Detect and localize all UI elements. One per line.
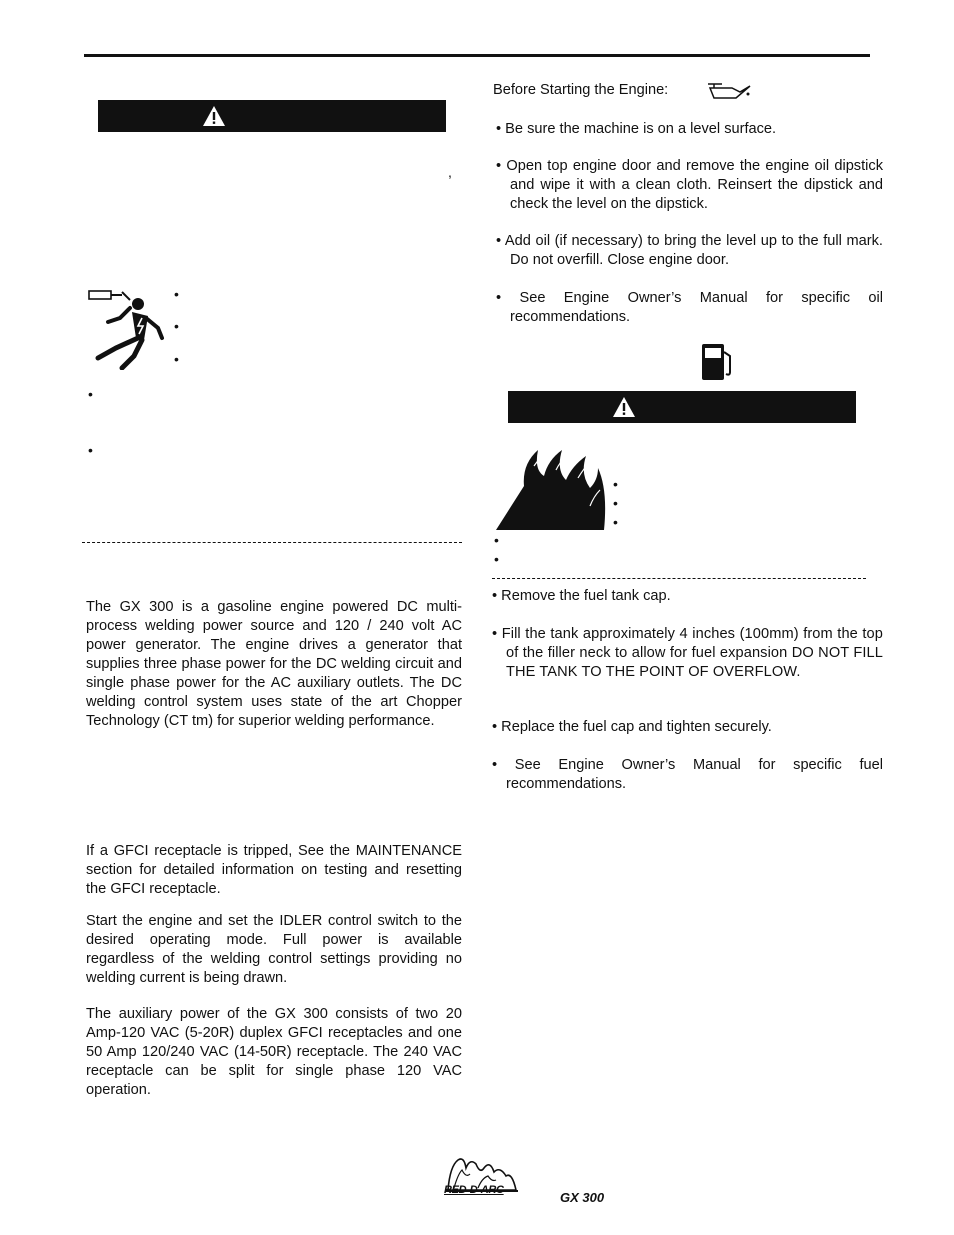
oil-item: • Be sure the machine is on a level surface.	[496, 121, 777, 137]
before-starting-heading: Before Starting the Engine:	[493, 82, 669, 98]
shock-bullet: •	[174, 351, 179, 367]
oil-can-icon	[706, 80, 752, 102]
shock-bullet: •	[174, 318, 179, 334]
fuel-item: • Replace the fuel cap and tighten securely.	[492, 719, 772, 735]
fuel-item: • See Engine Owner’s Manual for specific fuel recommendations.	[492, 757, 883, 792]
oil-item: • Open top engine door and remove the engine oil dipstick and wipe it with a clean cloth. Reinsert the dipstick and check the level on the dipstick.	[496, 158, 883, 212]
warning-triangle-icon	[612, 396, 636, 418]
shock-bullet: •	[174, 286, 179, 302]
left-bullet: •	[88, 386, 93, 402]
description-paragraph: The GX 300 is a gasoline engine powered DC multi-process welding power source and 120 / 240 volt AC power generator. The engine drives a generator that supplies three phase power for the DC welding circuit and single phase power for the AC auxiliary outlets. The DC welding control system uses state of the art Chopper Technology (CT tm) for superior welding performance.	[86, 599, 462, 729]
oil-item: • Add oil (if necessary) to bring the level up to the full mark. Do not overfill. Close engine door.	[496, 233, 883, 268]
fire-bullet: •	[613, 514, 618, 530]
start-engine-paragraph: Start the engine and set the IDLER control switch to the desired operating mode. Full power is available regardless of the welding control settings providing no welding current is being drawn.	[86, 913, 462, 986]
logo-text: RED-D-ARC	[444, 1184, 504, 1196]
section-divider-dashed	[82, 542, 462, 543]
aux-power-paragraph: The auxiliary power of the GX 300 consists of two 20 Amp-120 VAC (5-20R) duplex GFCI receptacles and one 50 Amp 120/240 VAC (14-50R) receptacle. The 240 VAC receptacle can be split for single phase 120 VAC operation.	[86, 1006, 462, 1098]
warning-banner	[98, 100, 446, 132]
oil-item: • See Engine Owner’s Manual for specific oil recommendations.	[496, 290, 883, 325]
fire-warning-banner	[508, 391, 856, 423]
fire-bullet: •	[494, 532, 499, 548]
fire-bullet: •	[613, 495, 618, 511]
top-rule	[84, 54, 870, 57]
electric-shock-icon	[86, 288, 166, 370]
fuel-item: • Remove the fuel tank cap.	[492, 588, 671, 604]
fire-bullet: •	[613, 476, 618, 492]
stray-comma: ,	[448, 164, 452, 180]
warning-triangle-icon	[202, 105, 226, 127]
gfci-note-paragraph: If a GFCI receptacle is tripped, See the MAINTENANCE section for detailed information on testing and resetting the GFCI receptacle.	[86, 843, 462, 897]
footer-model: GX 300	[560, 1190, 605, 1205]
red-d-arc-logo	[444, 1154, 520, 1204]
left-bullet: •	[88, 442, 93, 458]
section-divider-dashed	[492, 578, 866, 579]
fire-flame-icon	[494, 446, 610, 532]
fuel-pump-icon	[700, 342, 736, 382]
fuel-item: • Fill the tank approximately 4 inches (100mm) from the top of the filler neck to allow for fuel expansion DO NOT FILL THE TANK TO THE POINT OF OVERFLOW.	[492, 626, 883, 680]
fire-bullet: •	[494, 551, 499, 567]
